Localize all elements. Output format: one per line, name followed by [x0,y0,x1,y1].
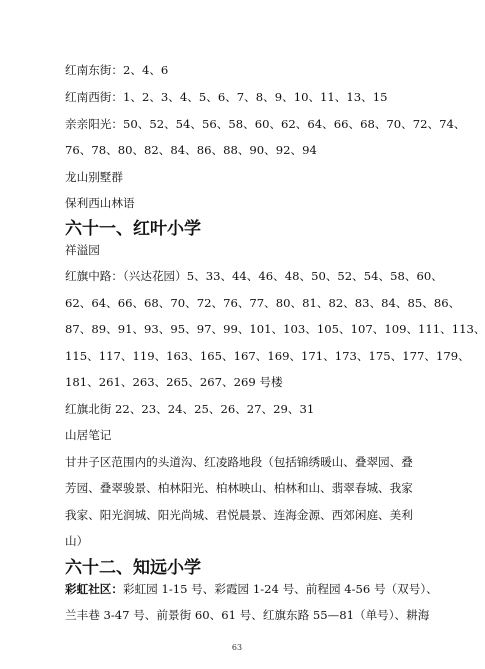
section-heading: 六十一、红叶小学 [65,219,201,239]
text-line: 山） [65,534,89,548]
text-line: 兰丰巷 3-47 号、前景街 60、61 号、红旗东路 55—81（单号）、耕海 [65,608,430,622]
text-line: 62、64、66、68、70、72、76、77、80、81、82、83、84、85、86、 [65,296,461,310]
text-line: 芳园、叠翠骏景、柏林阳光、柏林映山、柏林和山、翡翠春城、我家 [65,481,413,495]
community-text: 彩虹园 1-15 号、彩霞园 1-24 号、前程园 4-56 号（双号）、 [122,582,438,596]
text-line: 181、261、263、265、267、269 号楼 [65,375,283,389]
text-line: 甘井子区范围内的头道沟、红凌路地段（包括锦绣暖山、叠翠园、叠 [65,455,413,469]
page-number: 63 [231,643,243,652]
community-label: 彩虹社区： [65,582,123,596]
text-line: 红旗中路：（兴达花园）5、33、44、46、48、50、52、54、58、60、 [65,269,443,283]
text-line: 红旗北街 22、23、24、25、26、27、29、31 [65,402,315,416]
text-line: 87、89、91、93、95、97、99、101、103、105、107、109、111、113、 [65,322,485,336]
text-line: 红南东街：2、4、6 [65,63,169,77]
text-line: 保利西山林语 [65,196,135,210]
text-line: 76、78、80、82、84、86、88、90、92、94 [65,143,317,157]
text-line: 115、117、119、163、165、167、169、171、173、175、177、179、 [65,349,470,363]
section-heading: 六十二、知远小学 [65,558,201,578]
text-line: 我家、阳光润城、阳光尚城、君悦晨景、连海金源、西郊闲庭、美利 [65,508,413,522]
text-line: 山居笔记 [65,428,112,442]
text-line [65,581,438,597]
text-line: 红南西街：1、2、3、4、5、6、7、8、9、10、11、13、15 [65,90,388,104]
text-line: 龙山别墅群 [65,170,123,184]
text-line: 祥溢园 [65,243,100,257]
text-line: 亲亲阳光：50、52、54、56、58、60、62、64、66、68、70、72、74、 [65,117,466,131]
